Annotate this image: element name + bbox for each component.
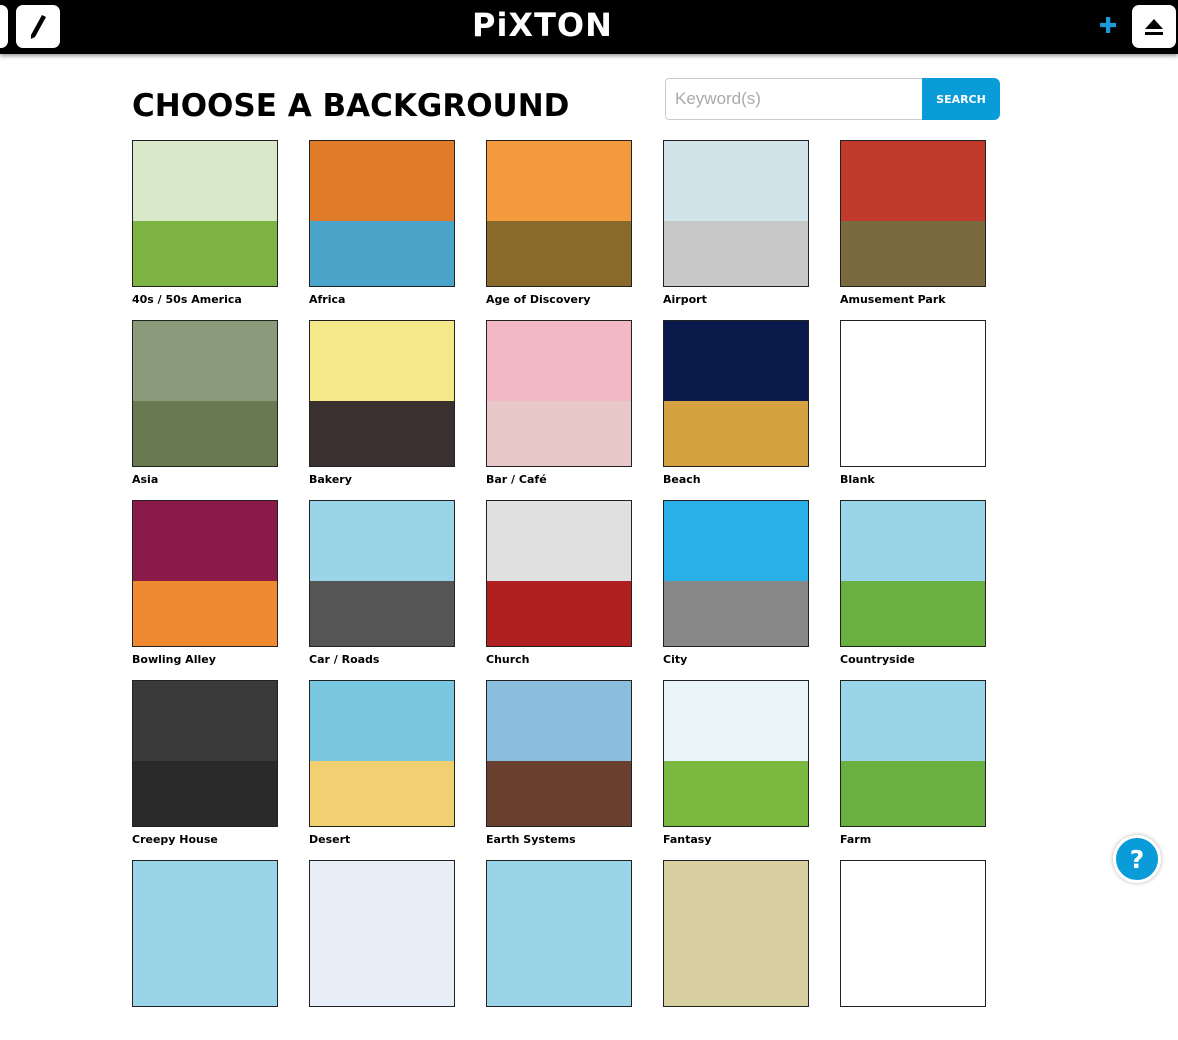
background-tile[interactable] bbox=[486, 320, 632, 500]
background-label: Blank bbox=[840, 473, 875, 486]
background-tile[interactable] bbox=[663, 860, 809, 1040]
background-thumbnail[interactable] bbox=[132, 140, 278, 287]
plus-icon[interactable]: ✚ bbox=[1099, 14, 1118, 39]
pencil-icon bbox=[28, 13, 48, 41]
background-label: Church bbox=[486, 653, 530, 666]
background-thumbnail[interactable] bbox=[132, 500, 278, 647]
background-tile[interactable] bbox=[132, 680, 278, 860]
background-tile[interactable] bbox=[309, 320, 455, 500]
background-tile[interactable] bbox=[309, 860, 455, 1040]
keyword-input[interactable] bbox=[665, 78, 922, 120]
background-label: Farm bbox=[840, 833, 872, 846]
background-label: 40s / 50s America bbox=[132, 293, 242, 306]
background-thumbnail[interactable] bbox=[132, 860, 278, 1007]
background-tile[interactable] bbox=[486, 140, 632, 320]
top-bar bbox=[0, 0, 1178, 54]
background-tile[interactable] bbox=[840, 680, 986, 860]
background-label: Earth Systems bbox=[486, 833, 576, 846]
background-thumbnail[interactable] bbox=[840, 140, 986, 287]
background-thumbnail[interactable] bbox=[309, 500, 455, 647]
search-button[interactable]: SEARCH bbox=[922, 78, 1000, 120]
background-thumbnail[interactable] bbox=[486, 140, 632, 287]
background-thumbnail[interactable] bbox=[309, 320, 455, 467]
background-label: Car / Roads bbox=[309, 653, 380, 666]
background-tile[interactable] bbox=[840, 140, 986, 320]
background-thumbnail[interactable] bbox=[309, 140, 455, 287]
background-tile[interactable] bbox=[663, 140, 809, 320]
background-label: Africa bbox=[309, 293, 346, 306]
background-tile[interactable] bbox=[486, 860, 632, 1040]
background-label: Countryside bbox=[840, 653, 915, 666]
background-thumbnail[interactable] bbox=[663, 860, 809, 1007]
background-tile[interactable] bbox=[663, 320, 809, 500]
background-label: Creepy House bbox=[132, 833, 218, 846]
background-tile[interactable] bbox=[132, 500, 278, 680]
back-button[interactable] bbox=[0, 5, 8, 48]
background-thumbnail[interactable] bbox=[663, 680, 809, 827]
background-thumbnail[interactable] bbox=[486, 500, 632, 647]
background-thumbnail[interactable] bbox=[132, 680, 278, 827]
background-label: Fantasy bbox=[663, 833, 712, 846]
background-thumbnail[interactable] bbox=[309, 860, 455, 1007]
help-button[interactable]: ? bbox=[1113, 835, 1161, 883]
background-thumbnail[interactable] bbox=[840, 500, 986, 647]
background-thumbnail[interactable] bbox=[663, 320, 809, 467]
background-tile[interactable] bbox=[486, 680, 632, 860]
background-thumbnail[interactable] bbox=[309, 680, 455, 827]
background-label: Bakery bbox=[309, 473, 352, 486]
background-grid bbox=[132, 140, 986, 1040]
eject-button[interactable] bbox=[1132, 5, 1176, 48]
background-tile[interactable] bbox=[132, 140, 278, 320]
background-tile[interactable] bbox=[309, 680, 455, 860]
page-title: CHOOSE A BACKGROUND bbox=[132, 88, 570, 124]
background-label: Age of Discovery bbox=[486, 293, 591, 306]
background-label: Asia bbox=[132, 473, 159, 486]
background-label: Beach bbox=[663, 473, 701, 486]
background-tile[interactable] bbox=[840, 860, 986, 1040]
background-tile[interactable] bbox=[663, 500, 809, 680]
background-label: Bar / Café bbox=[486, 473, 547, 486]
background-label: Bowling Alley bbox=[132, 653, 216, 666]
eject-icon bbox=[1144, 18, 1164, 36]
background-thumbnail[interactable] bbox=[486, 860, 632, 1007]
background-tile[interactable] bbox=[840, 500, 986, 680]
background-thumbnail[interactable] bbox=[663, 500, 809, 647]
background-label: Desert bbox=[309, 833, 351, 846]
background-label: Amusement Park bbox=[840, 293, 946, 306]
background-tile[interactable] bbox=[840, 320, 986, 500]
background-tile[interactable] bbox=[132, 320, 278, 500]
background-tile[interactable] bbox=[309, 140, 455, 320]
background-tile[interactable] bbox=[309, 500, 455, 680]
background-tile[interactable] bbox=[486, 500, 632, 680]
background-thumbnail[interactable] bbox=[486, 680, 632, 827]
background-thumbnail[interactable] bbox=[486, 320, 632, 467]
background-label: City bbox=[663, 653, 688, 666]
background-thumbnail[interactable] bbox=[132, 320, 278, 467]
background-thumbnail[interactable] bbox=[840, 320, 986, 467]
background-thumbnail[interactable] bbox=[663, 140, 809, 287]
background-tile[interactable] bbox=[132, 860, 278, 1040]
background-thumbnail[interactable] bbox=[840, 680, 986, 827]
background-tile[interactable] bbox=[663, 680, 809, 860]
edit-button[interactable] bbox=[16, 5, 60, 48]
background-thumbnail[interactable] bbox=[840, 860, 986, 1007]
search-form bbox=[665, 78, 1000, 120]
background-label: Airport bbox=[663, 293, 707, 306]
pixton-logo[interactable]: PiXTON bbox=[472, 6, 613, 44]
